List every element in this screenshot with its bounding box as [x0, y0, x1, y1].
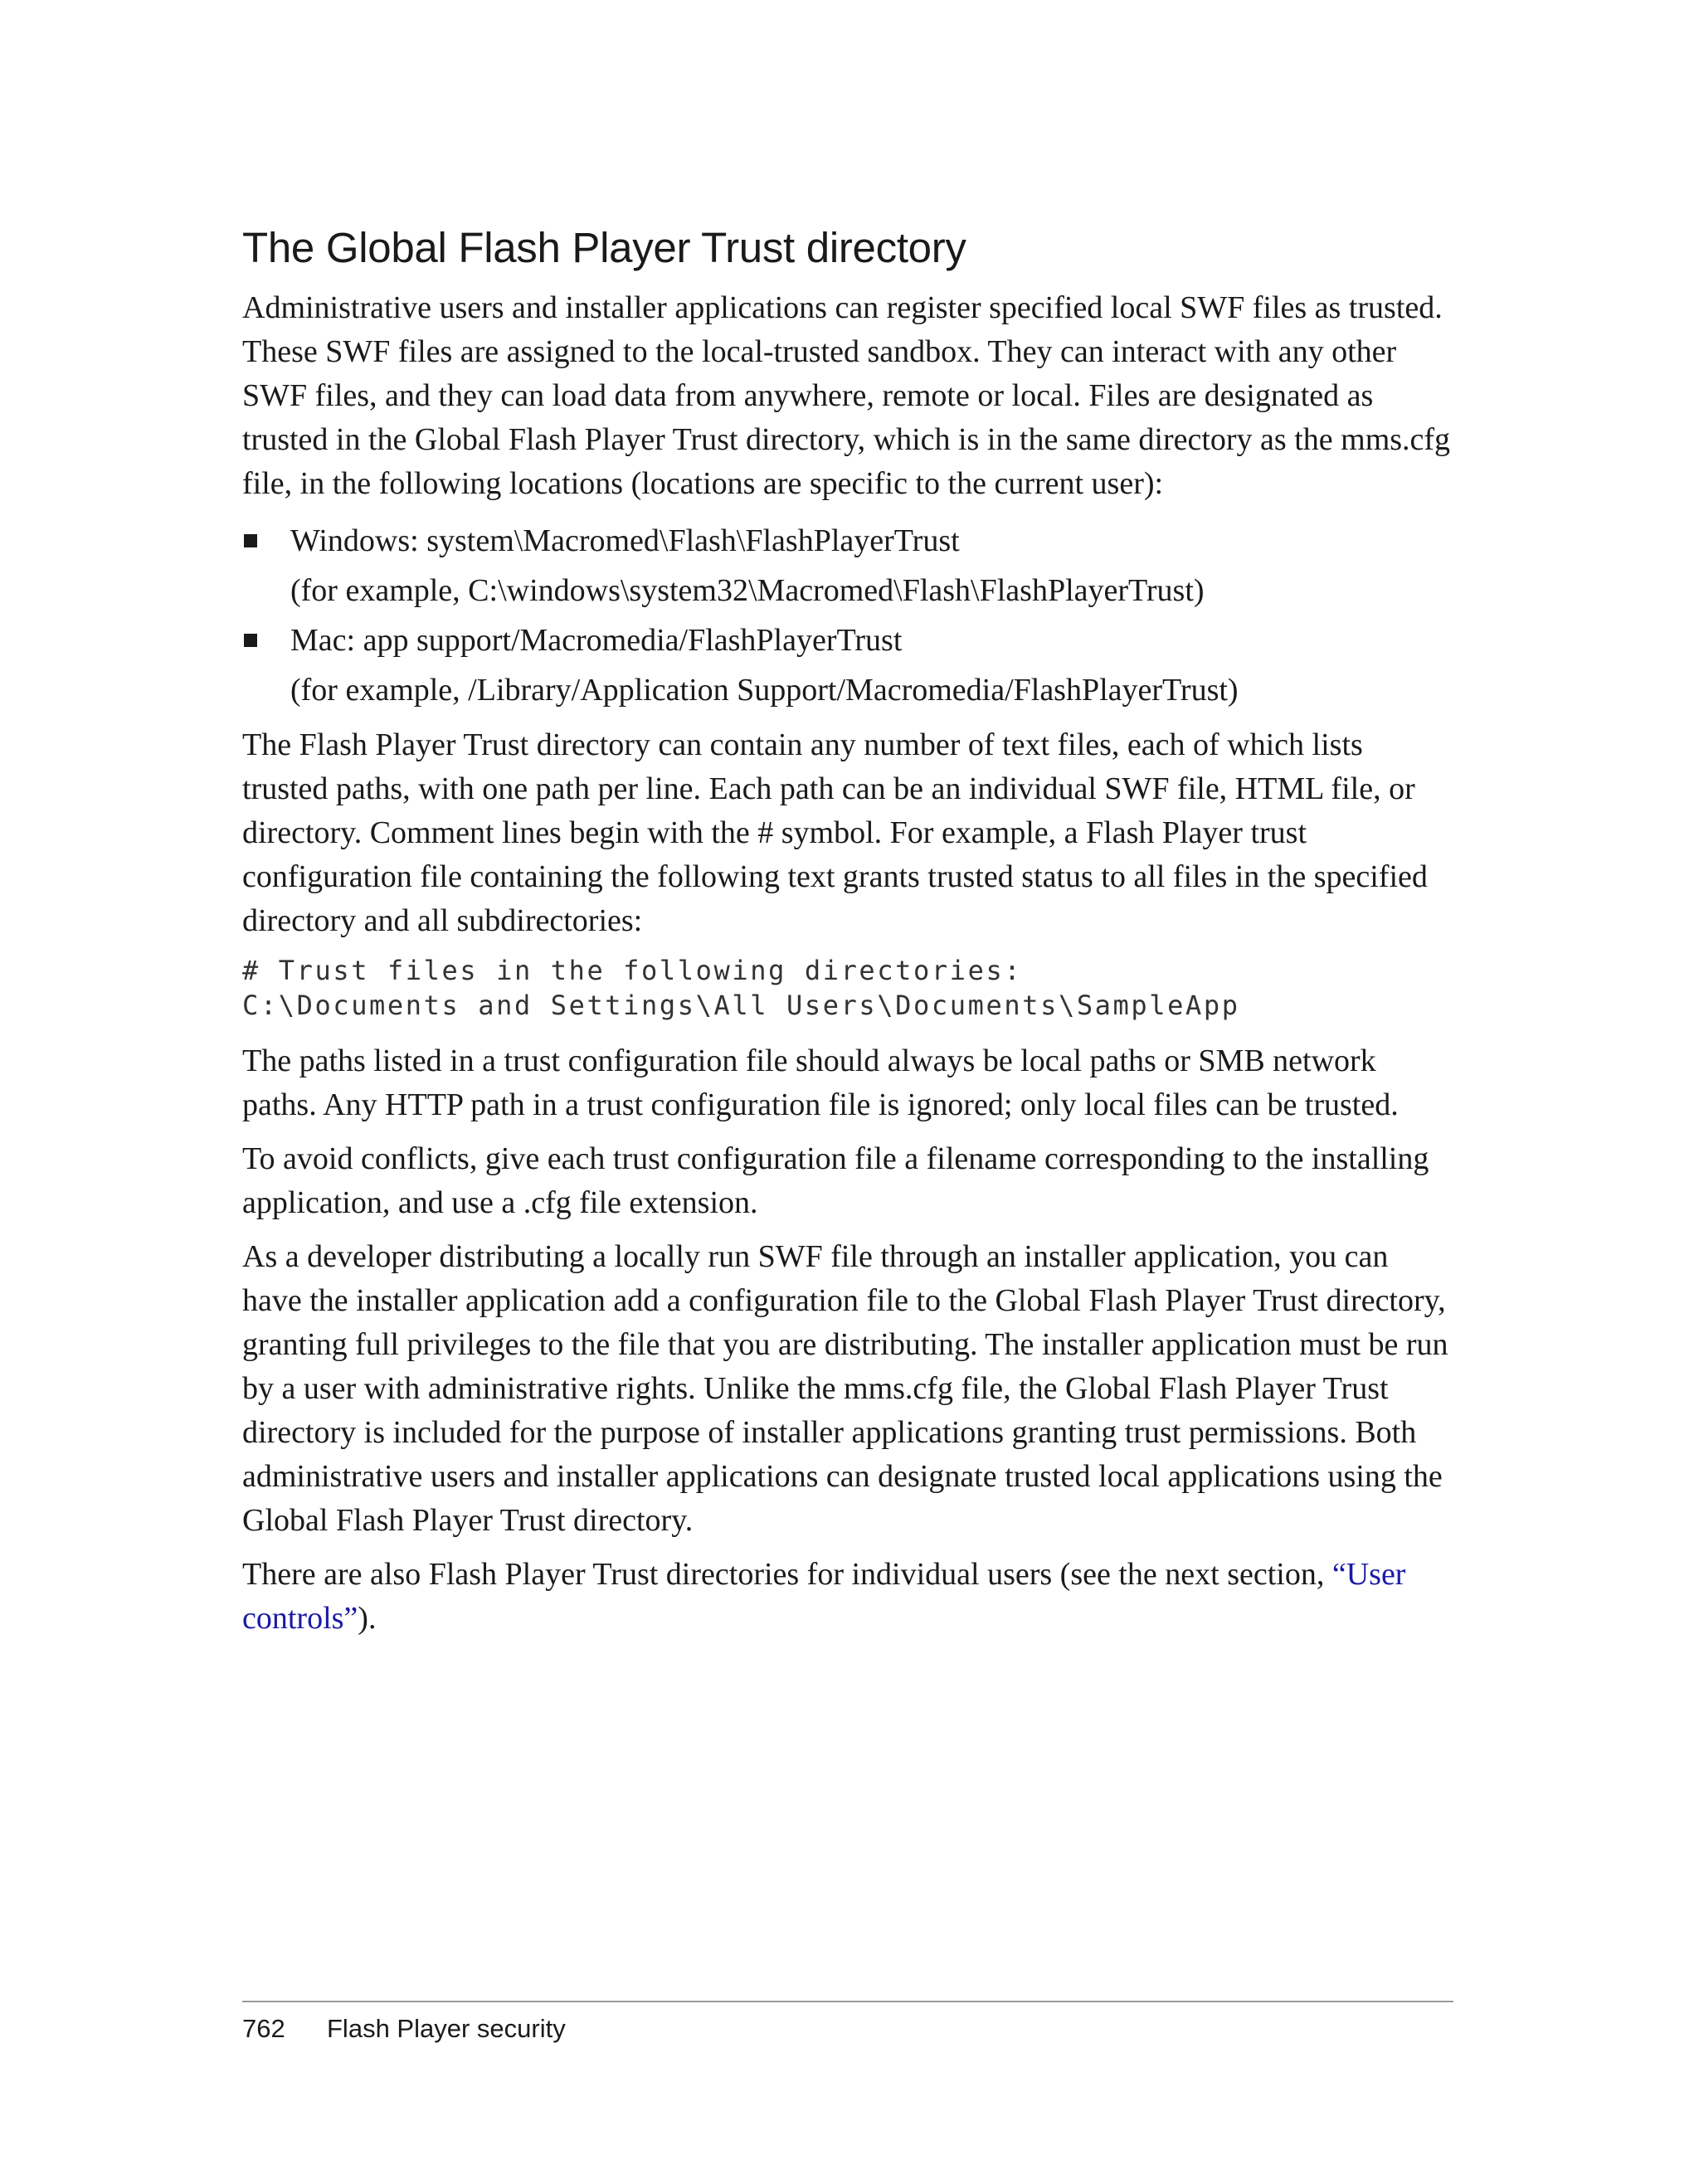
page-footer [242, 2011, 566, 2047]
intro-paragraph: Administrative users and installer applications can register specified local SWF files as trusted. These SWF files are assigned to the local-trusted sandbox. They can interact with any other SWF files, and they can load data from anywhere, remote or local. Files are designated as trusted in the Global Flash Player Trust directory, which is in the same directory as the mms.cfg file, in the following locations (locations are specific to the current user): [242, 290, 1451, 502]
location-example: (for example, C:\windows\system32\Macromed\Flash\FlashPlayerTrust) [290, 573, 1205, 609]
trust-files-paragraph: The Flash Player Trust directory can contain any number of text files, each of which lists trusted paths, with one path per line. Each path can be an individual SWF file, HTML file, or directory. Comment lines begin with the # symbol. For example, a Flash Player trust configuration file containing the following text grants trusted status to all files in the specified directory and all subdirectories: [242, 727, 1428, 939]
list-item-windows [242, 516, 1453, 615]
code-line-path: C:\Documents and Settings\All Users\Documents\SampleApp [242, 990, 1240, 1022]
closing-suffix: ). [358, 1601, 377, 1637]
paths-paragraph: The paths listed in a trust configuration file should always be local paths or SMB network paths. Any HTTP path in a trust configuration file is ignored; only local files can be trusted. [242, 1043, 1399, 1123]
footer-divider [242, 2001, 1453, 2002]
location-list [242, 516, 1453, 715]
list-item-mac [242, 615, 1453, 715]
page-number: 762 [242, 2014, 285, 2043]
bullet-square-icon [244, 634, 257, 647]
conflicts-paragraph: To avoid conflicts, give each trust configuration file a filename corresponding to the installing application, and use a .cfg file extension. [242, 1141, 1429, 1221]
location-label: Mac: app support/Macromedia/FlashPlayerTrust [290, 623, 903, 659]
closing-paragraph [242, 1553, 1453, 1641]
code-example [242, 953, 1453, 1023]
user-controls-link[interactable]: “User controls” [242, 1557, 1406, 1637]
section-heading: The Global Flash Player Trust directory [242, 224, 966, 271]
developer-paragraph: As a developer distributing a locally run SWF file through an installer application, you can have the installer application add a configuration file to the Global Flash Player Trust directory, granting full privileges to the file that you are distributing. The installer application must be run by a user with administrative rights. Unlike the mms.cfg file, the Global Flash Player Trust directory is included for the purpose of installer applications granting trust permissions. Both administrative users and installer applications can designate trusted local applications using the Global Flash Player Trust directory. [242, 1239, 1448, 1539]
chapter-title: Flash Player security [327, 2014, 566, 2043]
bullet-square-icon [244, 534, 257, 547]
page-content [242, 222, 1453, 1651]
closing-text: There are also Flash Player Trust directories for individual users (see the next section, [242, 1557, 1332, 1593]
code-line-comment: # Trust files in the following directories: [242, 955, 1023, 987]
location-example: (for example, /Library/Application Support/Macromedia/FlashPlayerTrust) [290, 673, 1239, 708]
location-label: Windows: system\Macromed\Flash\FlashPlayerTrust [290, 523, 960, 559]
